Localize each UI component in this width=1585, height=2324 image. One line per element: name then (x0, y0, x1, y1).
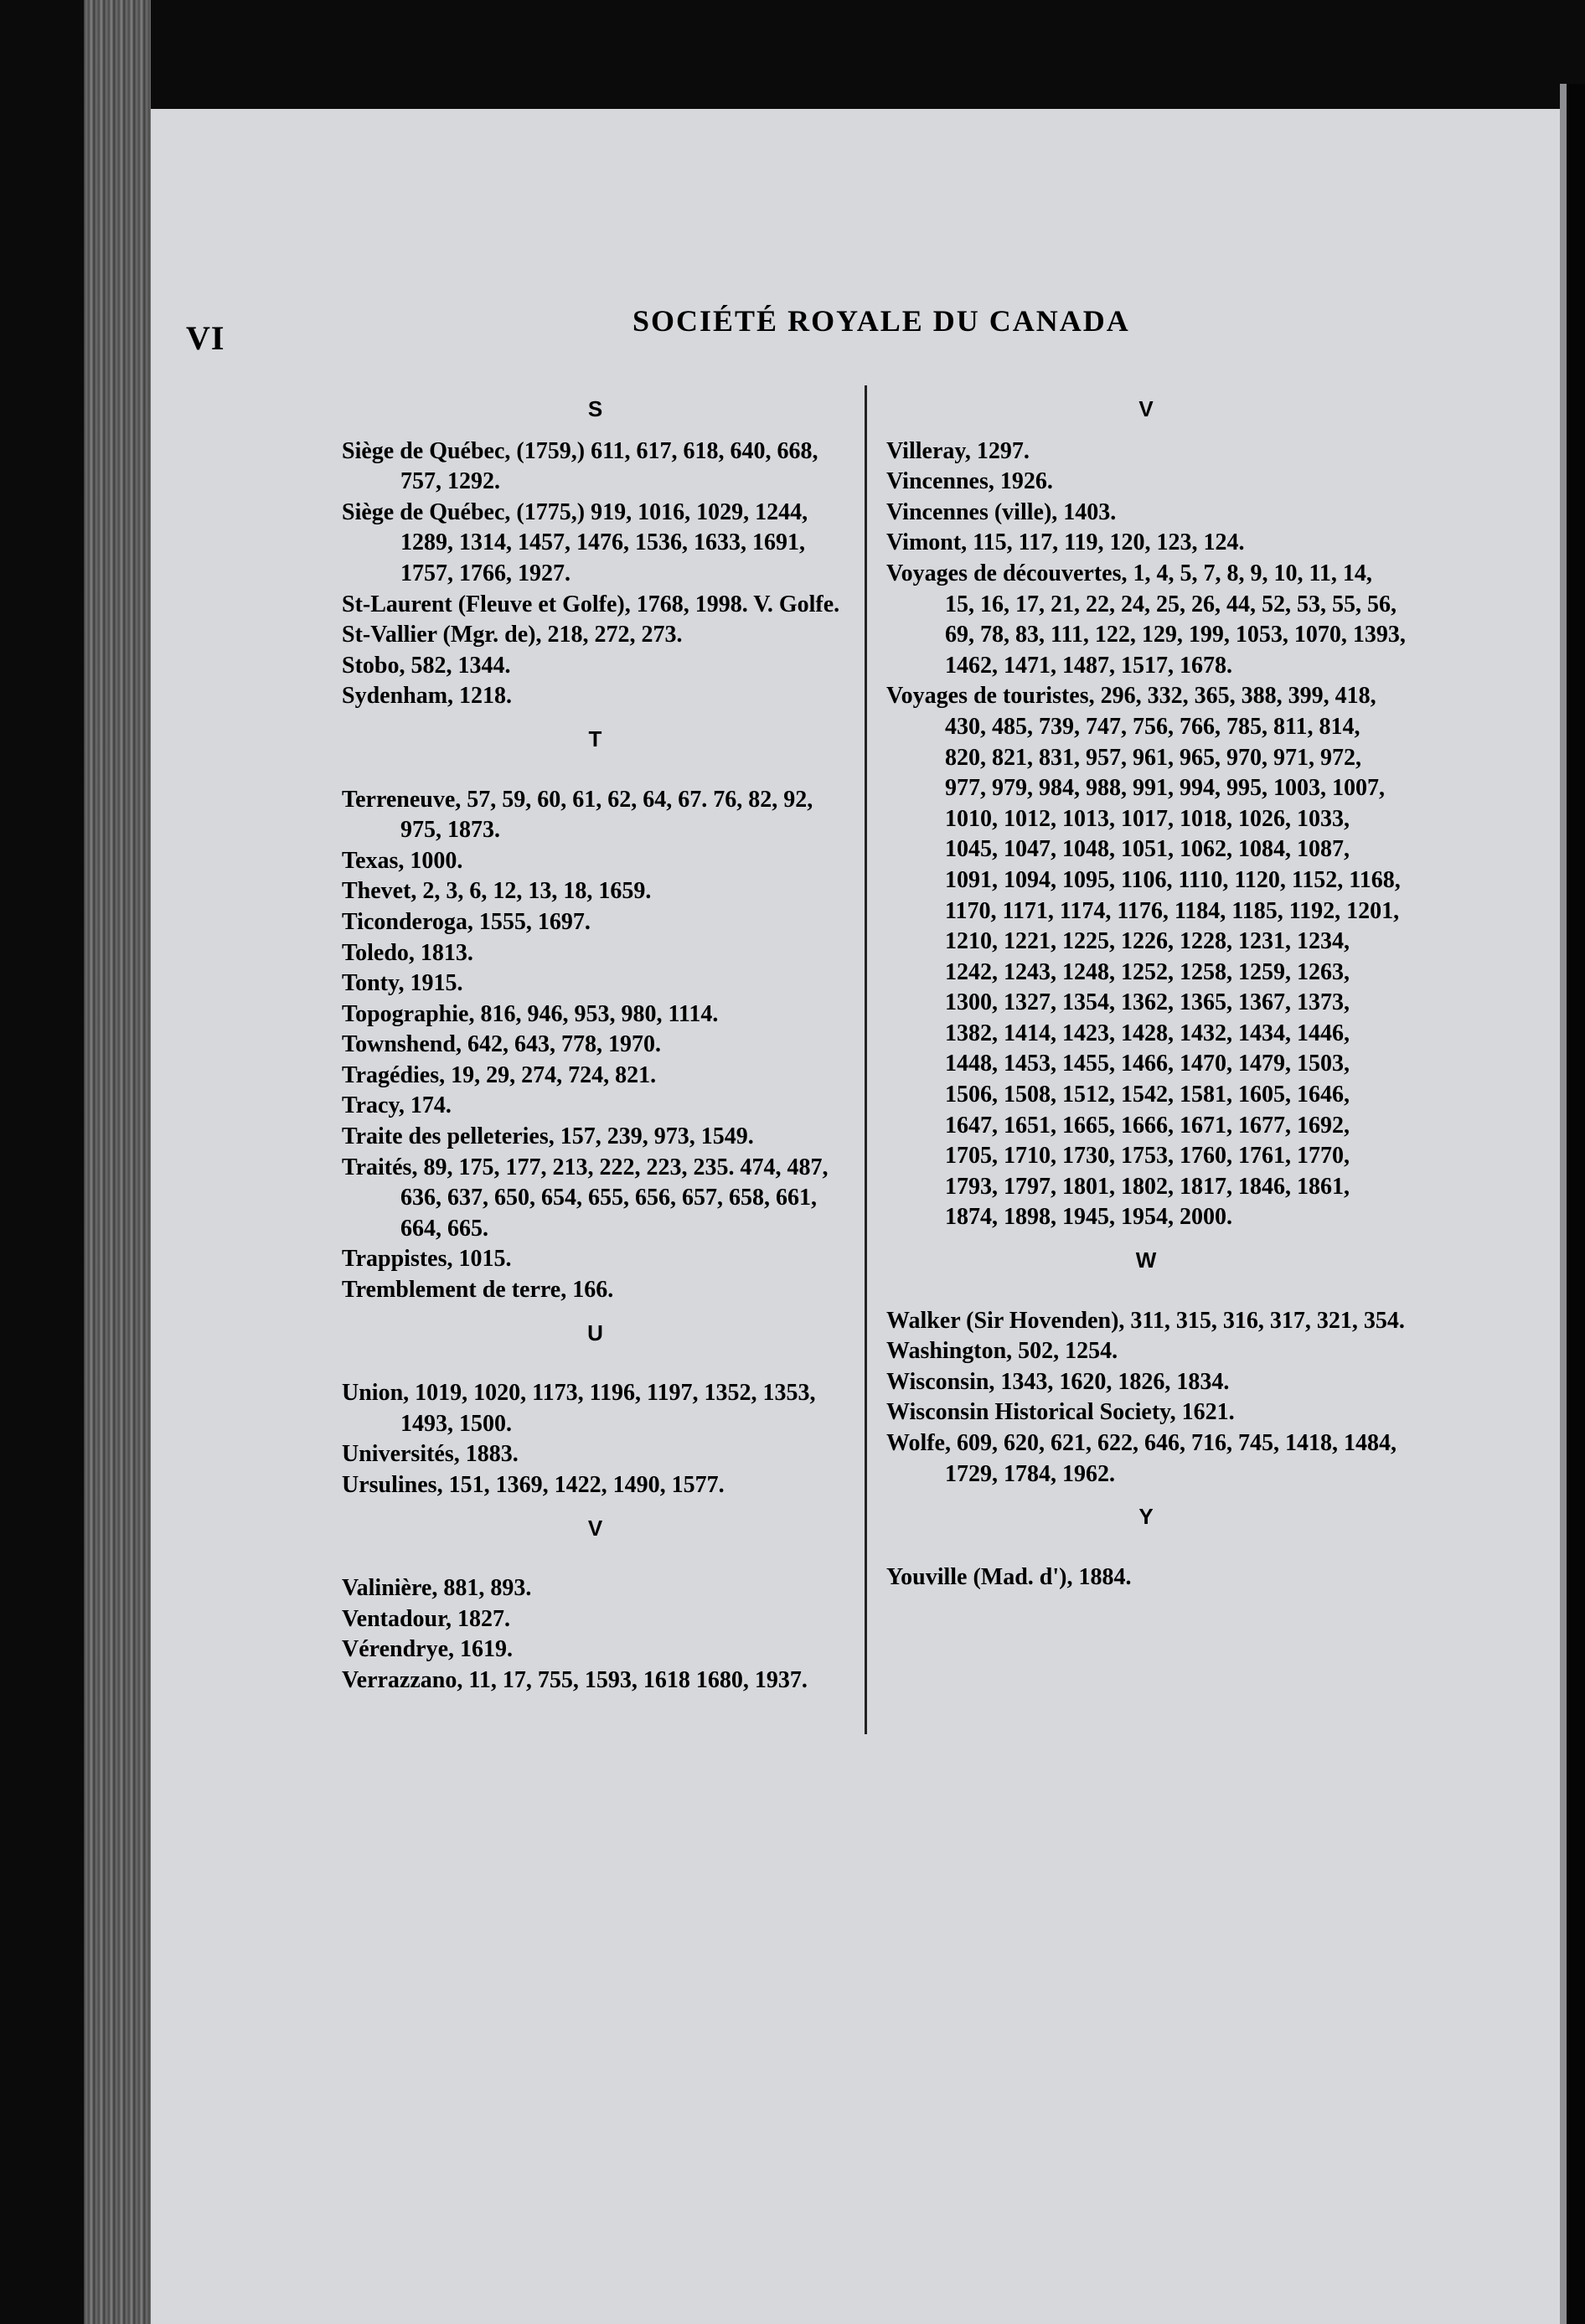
index-letter: V (1138, 396, 1154, 421)
index-entry: Thevet, 2, 3, 6, 12, 13, 18, 1659. (342, 878, 652, 905)
index-entry: Texas, 1000. (342, 847, 463, 874)
page-edge-shadow (1560, 84, 1567, 2324)
index-entry: Universités, 1883. (342, 1441, 519, 1468)
index-entry: Townshend, 642, 643, 778, 1970. (342, 1031, 661, 1058)
index-entry: Youville (Mad. d'), 1884. (886, 1563, 1132, 1590)
scan-binding-edge (84, 0, 151, 2324)
index-entry: Vincennes, 1926. (886, 468, 1053, 495)
index-entry: Traités, 89, 175, 177, 213, 222, 223, 235. 474, 487, 636, 637, 650, 654, 655, 656, 657, 658, 661, 664, 665. (342, 1154, 829, 1242)
scan-border-right (1567, 84, 1585, 2324)
index-entry: Traite des pelleteries, 157, 239, 973, 1549. (342, 1123, 754, 1150)
index-entry: Siège de Québec, (1759,) 611, 617, 618, 640, 668, 757, 1292. (342, 437, 818, 495)
running-head: SOCIÉTÉ ROYALE DU CANADA (632, 304, 1130, 338)
index-entry: Wisconsin, 1343, 1620, 1826, 1834. (886, 1368, 1230, 1395)
index-entry: Villeray, 1297. (886, 437, 1030, 464)
index-letter: V (587, 1515, 603, 1541)
index-entry: Toledo, 1813. (342, 939, 473, 966)
index-entry: Ticonderoga, 1555, 1697. (342, 908, 591, 935)
index-entry: Washington, 502, 1254. (886, 1338, 1118, 1365)
index-entry: Walker (Sir Hovenden), 311, 315, 316, 317, 321, 354. (886, 1307, 1405, 1334)
index-column-right (886, 394, 1406, 1593)
index-entry: Wisconsin Historical Society, 1621. (886, 1399, 1235, 1426)
index-entry: Trappistes, 1015. (342, 1246, 512, 1273)
index-entry: Tracy, 174. (342, 1092, 452, 1119)
index-letter: U (587, 1320, 603, 1345)
index-entry: Vérendrye, 1619. (342, 1636, 513, 1663)
index-entry: Sydenham, 1218. (342, 683, 513, 710)
index-entry: St-Vallier (Mgr. de), 218, 272, 273. (342, 622, 683, 648)
index-entry: Vincennes (ville), 1403. (886, 498, 1117, 525)
index-letter: S (587, 396, 603, 421)
index-entry: Stobo, 582, 1344. (342, 652, 511, 679)
index-entry: Verrazzano, 11, 17, 755, 1593, 1618 1680, 1937. (342, 1666, 808, 1693)
index-entry: Voyages de touristes, 296, 332, 365, 388, 399, 418, 430, 485, 739, 747, 756, 766, 785, 811, 814, 820, 821, 831, 957, 961, 965, 970, 971, 972, 977, 979, 984, 988, 991, 994, 995, 1003, 1007, 1010, 1012, 1013, 1017, 1018, 1026, 1033, 1045, 1047, 1048, 1051, 1062, 1084, 1087, 1091, 1094, 1095, 1106, 1110, 1120, 1152, 1168, 1170, 1171, 1174, 1176, 1184, 1185, 1192, 1201, 1210, 1221, 1225, 1226, 1228, 1231, 1234, 1242, 1243, 1248, 1252, 1258, 1259, 1263, 1300, 1327, 1354, 1362, 1365, 1367, 1373, 1382, 1414, 1423, 1428, 1432, 1434, 1446, 1448, 1453, 1455, 1466, 1470, 1479, 1503, 1506, 1508, 1512, 1542, 1581, 1605, 1646, 1647, 1651, 1665, 1666, 1671, 1677, 1692, 1705, 1710, 1730, 1753, 1760, 1761, 1770, 1793, 1797, 1801, 1802, 1817, 1846, 1861, 1874, 1898, 1945, 1954, 2000. (886, 683, 1401, 1231)
index-entry: Voyages de découvertes, 1, 4, 5, 7, 8, 9, 10, 11, 14, 15, 16, 17, 21, 22, 24, 25, 26, 44, 52, 53, 55, 56, 69, 78, 83, 111, 122, 129, 199, 1053, 1070, 1393, 1462, 1471, 1487, 1517, 1678. (886, 560, 1406, 679)
index-letter: W (1135, 1247, 1157, 1273)
index-entry: Terreneuve, 57, 59, 60, 61, 62, 64, 67. 76, 82, 92, 975, 1873. (342, 786, 813, 844)
index-letter: Y (1138, 1504, 1154, 1530)
index-entry: Wolfe, 609, 620, 621, 622, 646, 716, 745, 1418, 1484, 1729, 1784, 1962. (886, 1430, 1397, 1487)
index-entry: Siège de Québec, (1775,) 919, 1016, 1029, 1244, 1289, 1314, 1457, 1476, 1536, 1633, 1691, 1757, 1766, 1927. (342, 498, 808, 586)
index-entry: Ventadour, 1827. (342, 1605, 510, 1632)
index-entry: Valinière, 881, 893. (342, 1575, 532, 1602)
index-entry: Topographie, 816, 946, 953, 980, 1114. (342, 1000, 719, 1027)
column-divider (865, 385, 867, 1734)
index-entry: Tonty, 1915. (342, 970, 463, 997)
index-column-left (342, 394, 849, 1697)
page-number: VI (186, 319, 225, 357)
index-entry: Tragédies, 19, 29, 274, 724, 821. (342, 1061, 657, 1088)
index-entry: Vimont, 115, 117, 119, 120, 123, 124. (886, 529, 1245, 556)
index-entry: Ursulines, 151, 1369, 1422, 1490, 1577. (342, 1472, 725, 1498)
index-entry: Tremblement de terre, 166. (342, 1277, 614, 1304)
index-entry: St-Laurent (Fleuve et Golfe), 1768, 1998. V. Golfe. (342, 591, 840, 617)
index-entry: Union, 1019, 1020, 1173, 1196, 1197, 1352, 1353, 1493, 1500. (342, 1380, 816, 1437)
index-letter: T (588, 726, 602, 751)
